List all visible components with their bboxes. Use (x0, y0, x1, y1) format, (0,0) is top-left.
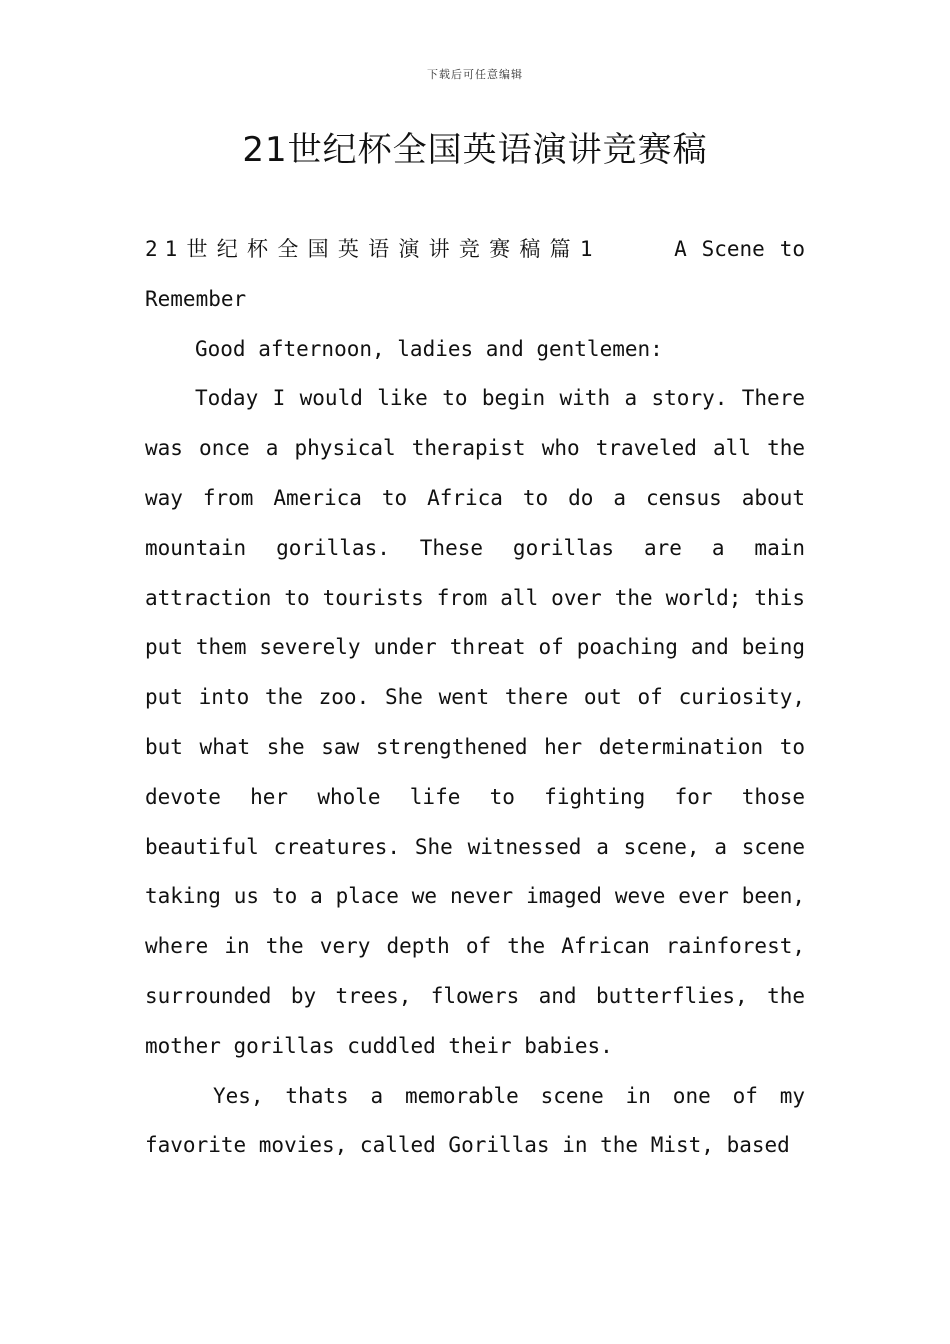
section-heading-cn: 21世纪杯全国英语演讲竞赛稿篇1 (145, 237, 600, 261)
paragraph-story: Today I would like to begin with a story. There was once a physical therapist who traveled all the way from America to Africa to do a census about mountain gorillas. These gorillas are a main attraction to tourists from all over the world; this put them severely under threat of poaching and being put into the zoo. She went there out of curiosity, but what she saw strengthened her determination to devote her whole life to fighting for those beautiful creatures. She witnessed a scene, a scene taking us to a place we never imaged weve ever been, where in the very depth of the African rainforest, surrounded by trees, flowers and butterflies, the mother gorillas cuddled their babies. (145, 386, 805, 1058)
paragraph-movie: Yes, thats a memorable scene in one of my favorite movies, called Gorillas in the Mist, based (145, 1083, 805, 1158)
paragraph-greeting: Good afternoon, ladies and gentlemen: (195, 336, 663, 361)
header-note: 下载后可任意编辑 (427, 68, 523, 81)
section-heading (145, 225, 805, 325)
section-heading-en: A Scene to Remember (145, 237, 806, 311)
document-title: 21世纪杯全国英语演讲竞赛稿 (242, 130, 708, 170)
document-body (145, 225, 805, 1171)
